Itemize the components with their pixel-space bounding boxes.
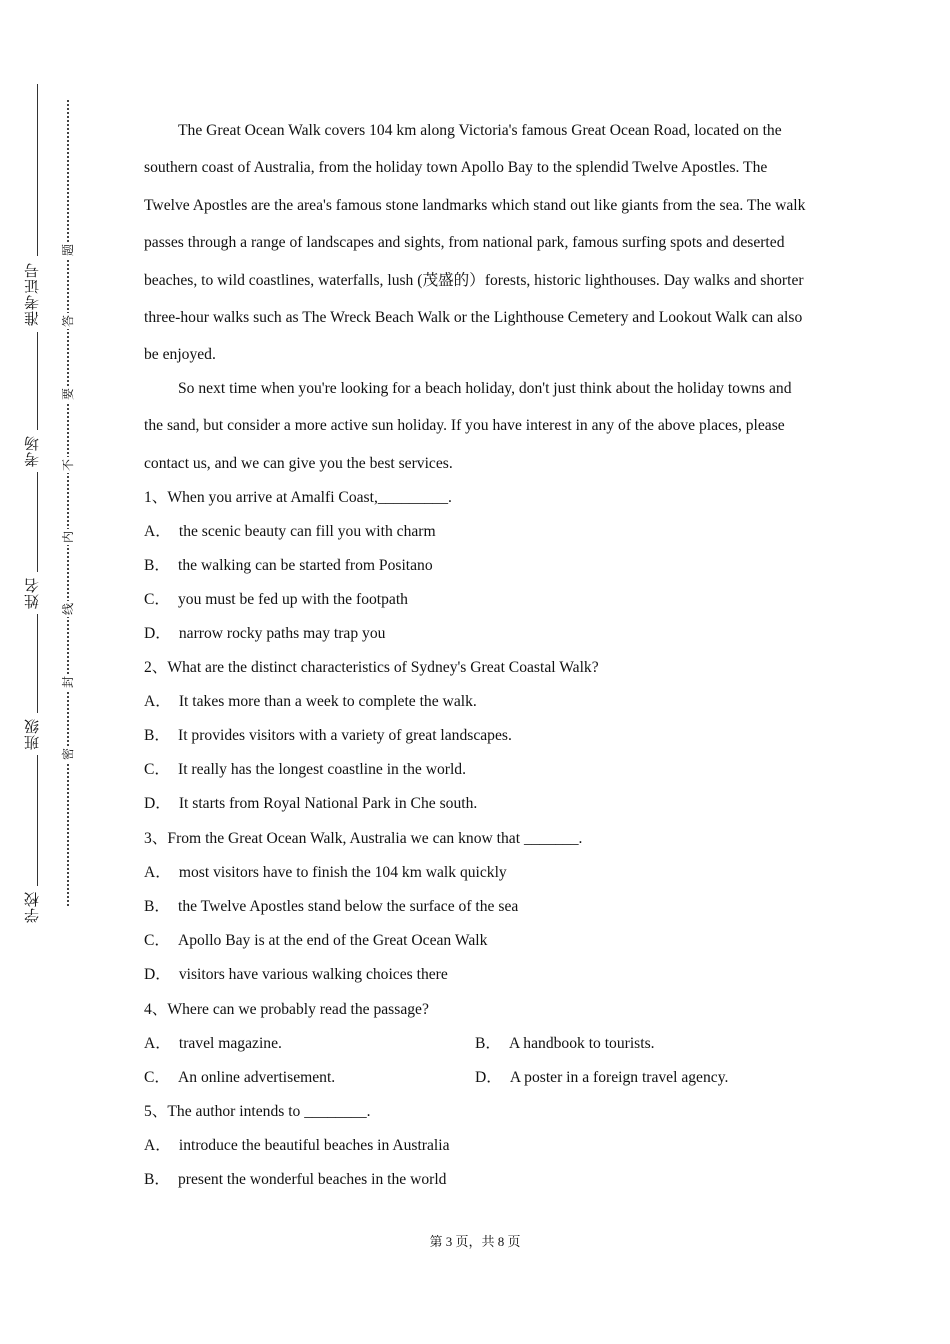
seal-char-1: 题 [61, 244, 75, 257]
question-5-option-b[interactable]: B． present the wonderful beaches in the world [144, 1171, 447, 1188]
passage-paragraph-1: The Great Ocean Walk covers 104 km along Victoria's famous Great Ocean Road, located on the southern coast of Australia, from the holiday town Apollo Bay to the splendid Twelve Apostles. The Twelve Apostles are the area's famous stone landmarks which stand out like giants from the sea. The walk passes through a range of landscapes and sights, from national park, famous surfing spots and deserted beaches, to wild coastlines, waterfalls, lush (茂盛的）forests, historic lighthouses. Day walks and shorter three-hour walks such as The Wreck Beach Walk or the Lighthouse Cemetery and Lookout Walk can also be enjoyed. [144, 122, 806, 364]
passage-paragraph-2: So next time when you're looking for a beach holiday, don't just think about the holiday towns and the sand, but consider a more active sun holiday. If you have interest in any of the above places, please contact us, and we can give you the best services. [144, 380, 792, 472]
question-3-option-a[interactable]: A． most visitors have to finish the 104 km walk quickly [144, 864, 507, 881]
question-5-option-a[interactable]: A． introduce the beautiful beaches in Australia [144, 1137, 450, 1154]
seal-char-5: 内 [61, 531, 75, 544]
question-3-option-c[interactable]: C． Apollo Bay is at the end of the Great Ocean Walk [144, 932, 488, 949]
question-3-option-d[interactable]: D． visitors have various walking choices there [144, 966, 448, 983]
question-4-option-a[interactable]: A． travel magazine. [144, 1035, 282, 1052]
binding-label-school: 学校 [20, 886, 46, 928]
seal-char-6: 线 [61, 603, 75, 616]
question-2-stem: 2、What are the distinct characteristics of Sydney's Great Coastal Walk? [144, 659, 599, 676]
question-3-stem: 3、From the Great Ocean Walk, Australia we can know that _______. [144, 830, 583, 847]
question-4-stem: 4、Where can we probably read the passage? [144, 1001, 429, 1018]
question-4-option-b[interactable]: B． A handbook to tourists. [475, 1035, 655, 1052]
question-2-option-b[interactable]: B． It provides visitors with a variety of great landscapes. [144, 727, 512, 744]
seal-char-8: 密 [61, 748, 75, 761]
question-1-option-d[interactable]: D． narrow rocky paths may trap you [144, 625, 386, 642]
seal-char-2: 答 [61, 315, 75, 328]
seal-char-3: 要 [61, 388, 75, 401]
page-number: 第 3 页，共 8 页 [429, 1234, 521, 1249]
binding-label-exam-room: 考场 [20, 430, 46, 472]
question-1-stem: 1、When you arrive at Amalfi Coast,_________. [144, 489, 452, 506]
question-2-option-d[interactable]: D． It starts from Royal National Park in Che south. [144, 795, 478, 812]
question-4-option-c[interactable]: C． An online advertisement. [144, 1069, 336, 1086]
seal-char-4: 不 [61, 459, 75, 472]
question-5-stem: 5、The author intends to ________. [144, 1103, 371, 1120]
binding-label-exam-number: 准考证号 [20, 256, 46, 332]
question-2-option-c[interactable]: C． It really has the longest coastline in the world. [144, 761, 466, 778]
question-2-option-a[interactable]: A． It takes more than a week to complete the walk. [144, 693, 477, 710]
binding-dotted-line [67, 100, 69, 906]
binding-label-name: 姓名 [20, 572, 46, 614]
question-3-option-b[interactable]: B． the Twelve Apostles stand below the surface of the sea [144, 898, 519, 915]
binding-solid-line [37, 84, 38, 924]
question-1-option-c[interactable]: C． you must be fed up with the footpath [144, 591, 408, 608]
question-4-option-d[interactable]: D． A poster in a foreign travel agency. [475, 1069, 729, 1086]
seal-char-7: 封 [61, 676, 75, 689]
binding-label-class: 班级 [20, 713, 46, 755]
question-1-option-a[interactable]: A． the scenic beauty can fill you with charm [144, 523, 436, 540]
question-1-option-b[interactable]: B． the walking can be started from Positano [144, 557, 433, 574]
